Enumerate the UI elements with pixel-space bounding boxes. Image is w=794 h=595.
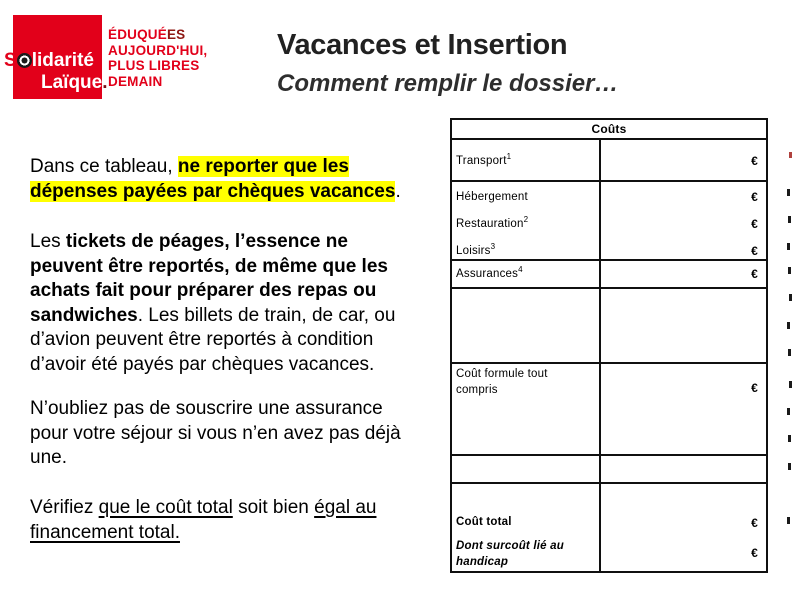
clipped-content-mark xyxy=(787,517,790,524)
p2-bold-d: sandwiches xyxy=(30,304,138,326)
logo-laique-text: Laïque xyxy=(41,72,103,93)
tagline-line3: PLUS LIBRES xyxy=(108,58,200,73)
row-label-loisirs: Loisirs$^3$ xyxy=(456,242,496,257)
p1-highlight-a: ne reporter que les xyxy=(177,156,349,177)
value-formule: € xyxy=(751,381,758,395)
p2-bold-b: peuvent être reportés, de même que les xyxy=(30,255,388,277)
table-column-divider xyxy=(599,138,601,571)
p3-line2: pour votre séjour si vous n’en avez pas déjà xyxy=(30,422,401,444)
value-transport: € xyxy=(751,154,758,168)
paragraph-verifiez xyxy=(30,496,448,545)
logo-brand-name xyxy=(4,51,94,71)
p3-line1: N’oubliez pas de souscrire une assurance xyxy=(30,398,383,419)
clipped-content-mark xyxy=(788,349,791,356)
table-border xyxy=(452,454,766,456)
logo-brand-rest: lidarité xyxy=(31,50,94,71)
value-restauration: € xyxy=(751,217,758,231)
clipped-content-mark xyxy=(788,435,791,442)
table-border xyxy=(452,138,766,140)
page-subtitle: Comment remplir le dossier… xyxy=(277,70,619,97)
value-loisirs: € xyxy=(751,244,758,258)
clipped-content-mark xyxy=(788,216,791,223)
table-border xyxy=(452,482,766,484)
clipped-content-mark xyxy=(787,243,790,250)
clipped-content-mark xyxy=(789,381,792,388)
eye-icon xyxy=(17,53,32,68)
p4-underline-c: financement total. xyxy=(30,521,180,543)
solidarite-laique-logo xyxy=(0,0,240,110)
tagline-line2: AUJOURD'HUI, xyxy=(108,42,208,58)
tagline-line4: DEMAIN xyxy=(108,73,163,89)
costs-table xyxy=(450,118,768,573)
costs-table-title: Coûts xyxy=(591,122,627,136)
p2-plain-b: . Les billets de train, de car, ou xyxy=(137,304,396,326)
table-border xyxy=(452,180,766,182)
p2-plain-d: d’avoir été payés par chèques vacances. xyxy=(30,353,375,375)
value-cout-total: € xyxy=(751,516,758,530)
p2-bold-a: tickets de péages, l’essence ne xyxy=(65,231,348,252)
p1-highlight-b: dépenses payées par chèques vacances xyxy=(30,180,396,202)
value-surcout: € xyxy=(751,546,758,560)
clipped-content-mark xyxy=(787,408,790,415)
row-label-surcout-handicap: Dont surcoût lié au handicap xyxy=(456,540,564,568)
p3-line3: une. xyxy=(30,447,67,468)
clipped-content-mark xyxy=(787,322,790,329)
row-label-hebergement: Hébergement xyxy=(456,190,528,203)
logo-brand-line2 xyxy=(41,72,108,94)
value-hebergement: € xyxy=(751,190,758,204)
row-label-restauration: Restauration$^2$ xyxy=(456,215,529,230)
row-label-assurances: Assurances$^4$ xyxy=(456,265,523,280)
p4-plain-a: Vérifiez xyxy=(30,497,99,518)
value-assurances: € xyxy=(751,267,758,281)
clipped-content-mark xyxy=(789,294,792,301)
clipped-content-mark xyxy=(789,152,792,158)
clipped-content-mark xyxy=(787,189,790,196)
row-label-formule: Coût formule tout compris xyxy=(456,368,548,396)
paragraph-tickets-peages xyxy=(30,230,448,377)
p4-underline-b: égal au xyxy=(314,497,377,518)
p2-plain-c: d’avion peuvent être reportés à condition xyxy=(30,329,374,350)
logo-period: . xyxy=(102,72,108,93)
logo-tagline xyxy=(108,27,207,89)
p1-plain: Dans ce tableau, xyxy=(30,156,178,177)
p4-plain-b: soit bien xyxy=(232,497,315,518)
page-title: Vacances et Insertion xyxy=(277,29,568,61)
clipped-content-mark xyxy=(788,463,791,470)
p2-plain-a: Les xyxy=(30,231,66,252)
table-border xyxy=(452,259,766,261)
p2-bold-c: achats fait pour préparer des repas ou xyxy=(30,280,377,301)
table-border xyxy=(452,287,766,289)
logo-brand-s: S xyxy=(4,50,17,71)
p4-underline-a: que le coût total xyxy=(98,497,233,518)
table-border xyxy=(452,362,766,364)
paragraph-cheques-vacances xyxy=(30,155,448,204)
tagline-line1a: ÉDUQUÉ xyxy=(108,27,167,42)
tagline-line1b: ES xyxy=(166,27,186,42)
paragraph-assurance xyxy=(30,397,448,471)
row-label-cout-total: Coût total xyxy=(456,516,512,528)
row-label-transport: Transport$^1$ xyxy=(456,152,512,167)
p1-period: . xyxy=(395,180,401,202)
clipped-content-mark xyxy=(788,267,791,274)
